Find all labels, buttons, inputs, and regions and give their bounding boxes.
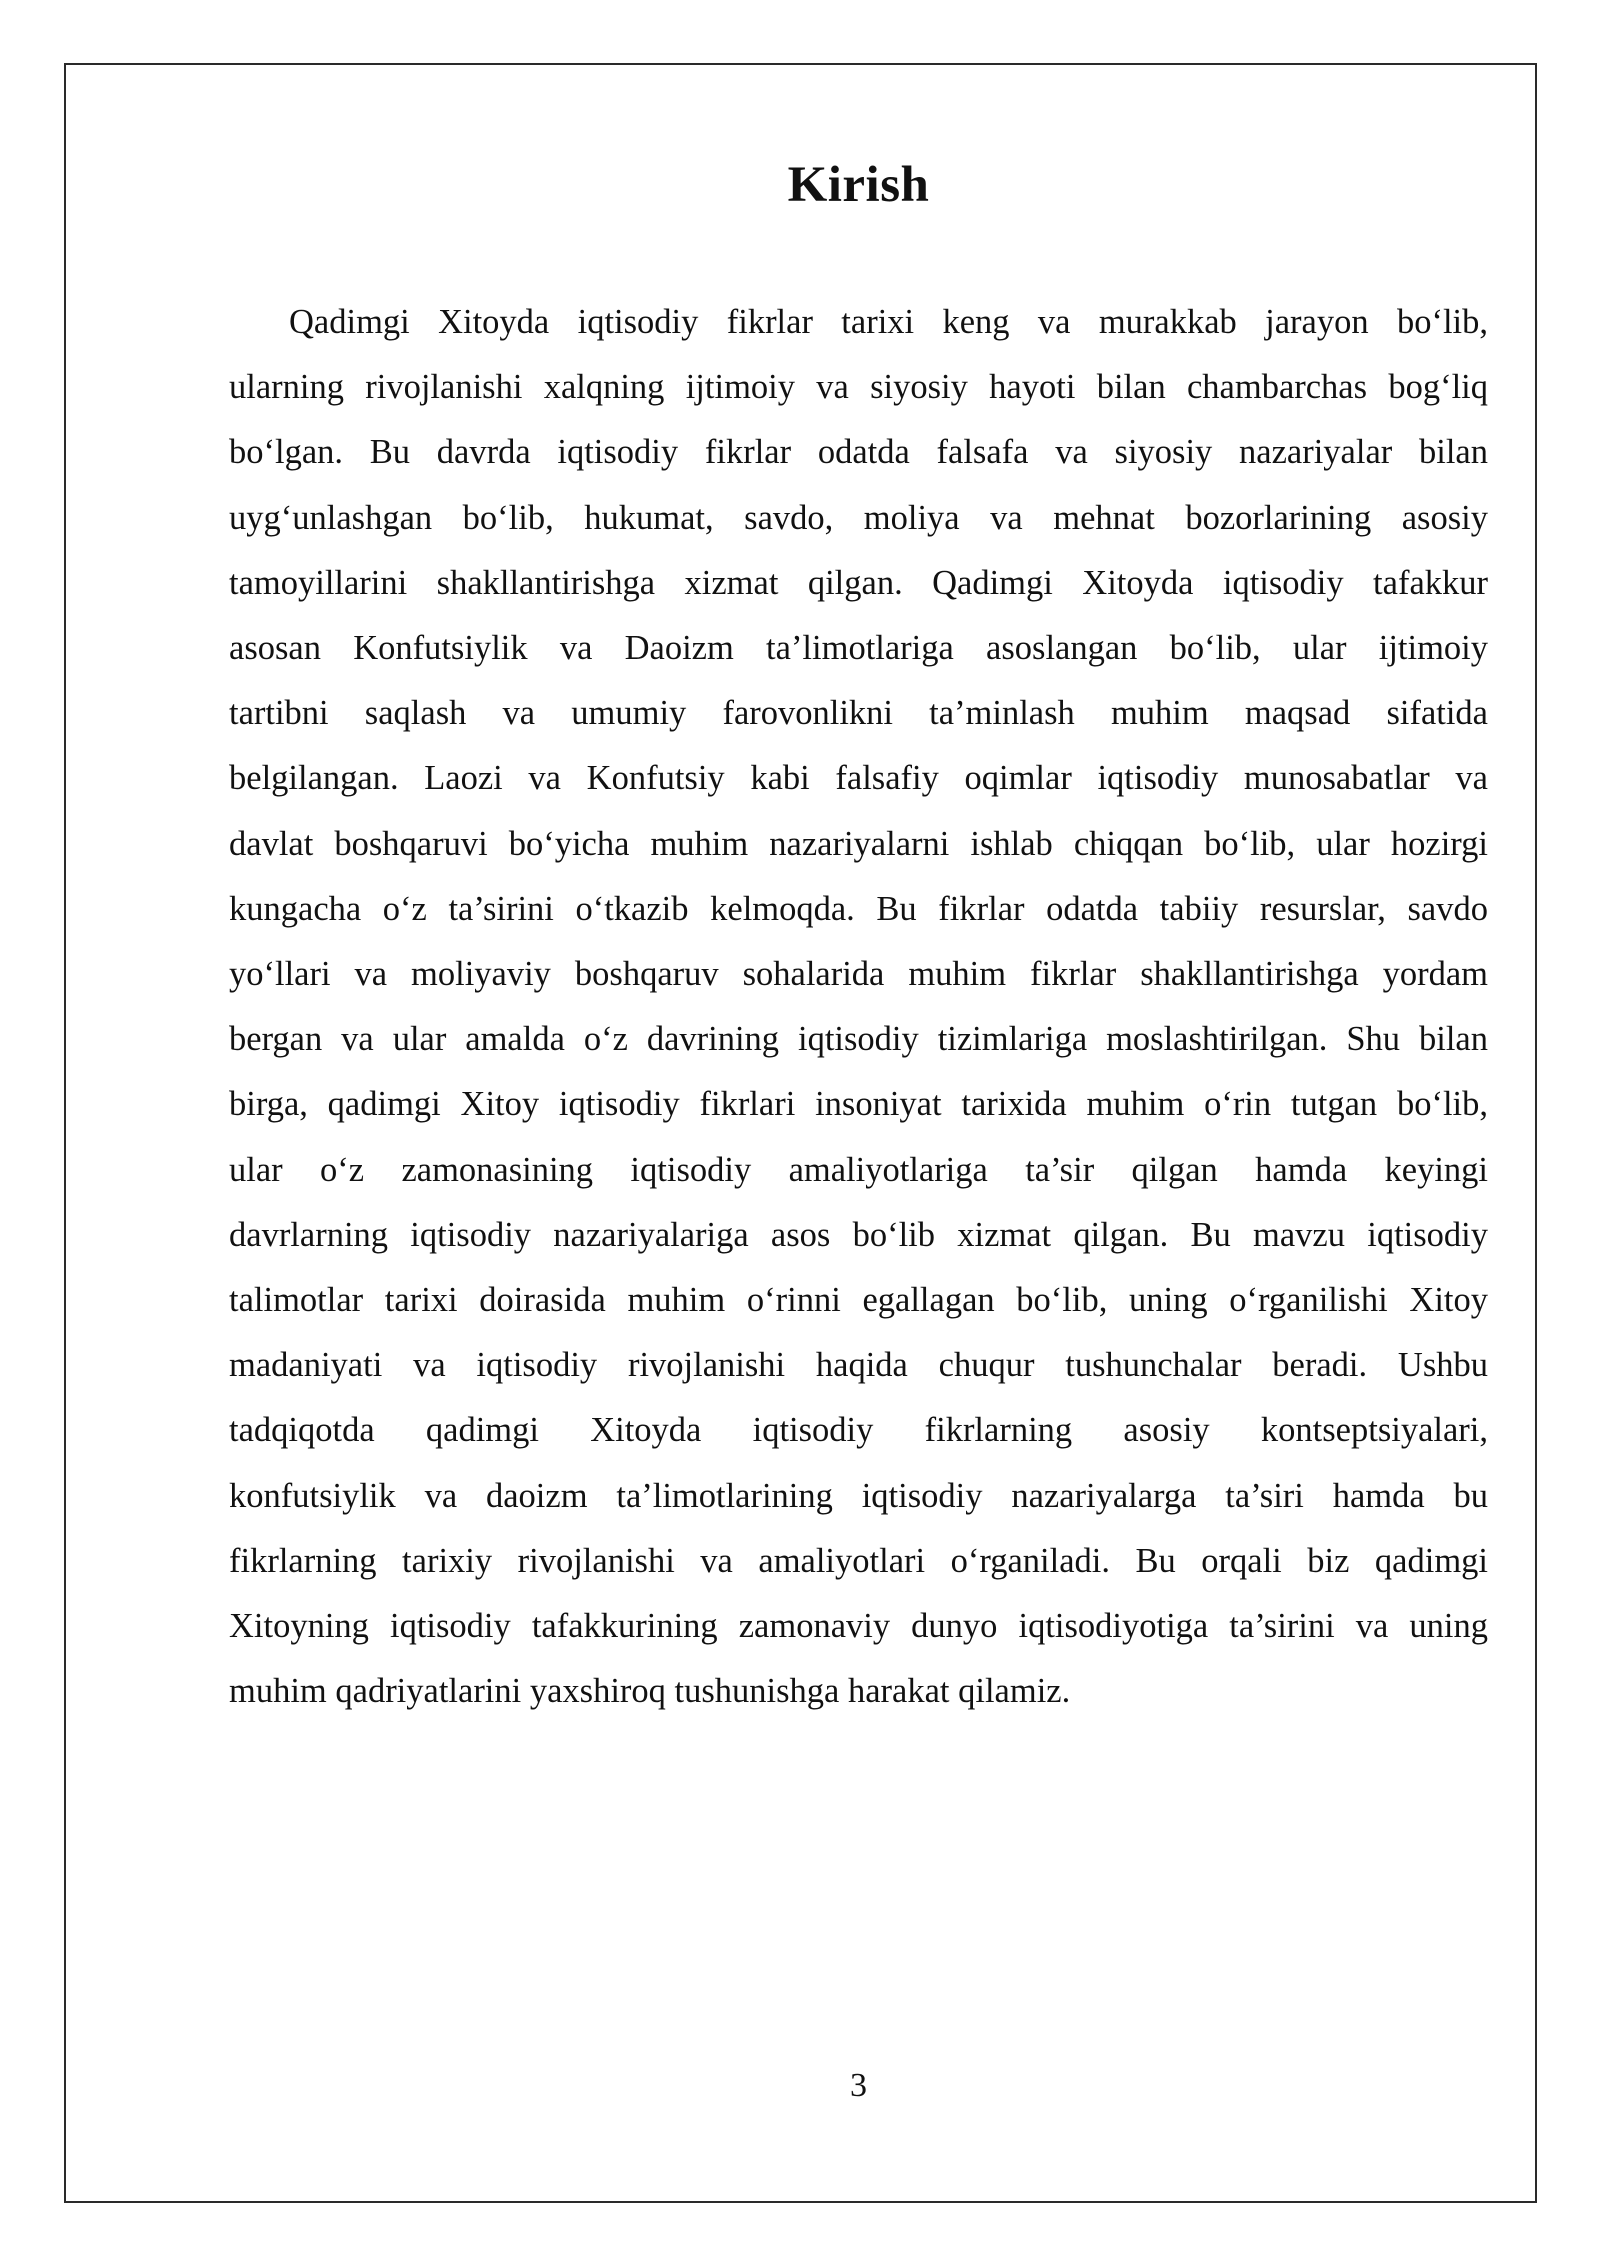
paragraph-line: talimotlar tarixi doirasida muhim o‘rinni egallagan bo‘lib, uning o‘rganilishi Xitoy xyxy=(229,1281,1488,1320)
paragraph-line: bo‘lgan. Bu davrda iqtisodiy fikrlar odatda falsafa va siyosiy nazariyalar bilan xyxy=(229,433,1488,472)
paragraph-line: ularning rivojlanishi xalqning ijtimoiy va siyosiy hayoti bilan chambarchas bog‘liq xyxy=(229,368,1488,407)
paragraph-line: tartibni saqlash va umumiy farovonlikni ta’minlash muhim maqsad sifatida xyxy=(229,694,1488,733)
paragraph-line: kungacha o‘z ta’sirini o‘tkazib kelmoqda. Bu fikrlar odatda tabiiy resurslar, savdo xyxy=(229,889,1488,928)
paragraph-line: davlat boshqaruvi bo‘yicha muhim nazariyalarni ishlab chiqqan bo‘lib, ular hozirgi xyxy=(229,824,1488,863)
paragraph-line: Qadimgi Xitoyda iqtisodiy fikrlar tarixi keng va murakkab jarayon bo‘lib, xyxy=(289,303,1488,341)
paragraph-line: konfutsiylik va daoizm ta’limotlarining iqtisodiy nazariyalarga ta’siri hamda bu xyxy=(229,1476,1488,1515)
paragraph-line: yo‘llari va moliyaviy boshqaruv sohalarida muhim fikrlar shakllantirishga yordam xyxy=(229,955,1488,994)
page-number: 3 xyxy=(850,2067,867,2104)
paragraph-line: Xitoyning iqtisodiy tafakkurining zamonaviy dunyo iqtisodiyotiga ta’sirini va uning xyxy=(229,1607,1488,1646)
paragraph-line: tamoyillarini shakllantirishga xizmat qilgan. Qadimgi Xitoyda iqtisodiy tafakkur xyxy=(229,563,1488,602)
paragraph-line: ular o‘z zamonasining iqtisodiy amaliyotlariga ta’sir qilgan hamda keyingi xyxy=(229,1150,1488,1189)
paragraph-line: bergan va ular amalda o‘z davrining iqtisodiy tizimlariga moslashtirilgan. Shu bilan xyxy=(229,1020,1488,1059)
paragraph-line: uyg‘unlashgan bo‘lib, hukumat, savdo, moliya va mehnat bozorlarining asosiy xyxy=(229,498,1488,537)
body-paragraph xyxy=(229,290,1488,1724)
paragraph-line: asosan Konfutsiylik va Daoizm ta’limotlariga asoslangan bo‘lib, ular ijtimoiy xyxy=(229,629,1488,668)
paragraph-line: davrlarning iqtisodiy nazariyalariga asos bo‘lib xizmat qilgan. Bu mavzu iqtisodiy xyxy=(229,1215,1488,1254)
paragraph-line: fikrlarning tarixiy rivojlanishi va amaliyotlari o‘rganiladi. Bu orqali biz qadimgi xyxy=(229,1541,1488,1580)
paragraph-line: madaniyati va iqtisodiy rivojlanishi haqida chuqur tushunchalar beradi. Ushbu xyxy=(229,1346,1488,1385)
paragraph-line: muhim qadriyatlarini yaxshiroq tushunishga harakat qilamiz. xyxy=(229,1672,1071,1711)
paragraph-line: birga, qadimgi Xitoy iqtisodiy fikrlari insoniyat tarixida muhim o‘rin tutgan bo‘lib, xyxy=(229,1085,1488,1124)
paragraph-line: tadqiqotda qadimgi Xitoyda iqtisodiy fikrlarning asosiy kontseptsiyalari, xyxy=(229,1411,1488,1450)
page-title: Kirish xyxy=(787,157,930,213)
paragraph-line: belgilangan. Laozi va Konfutsiy kabi falsafiy oqimlar iqtisodiy munosabatlar va xyxy=(229,759,1488,798)
